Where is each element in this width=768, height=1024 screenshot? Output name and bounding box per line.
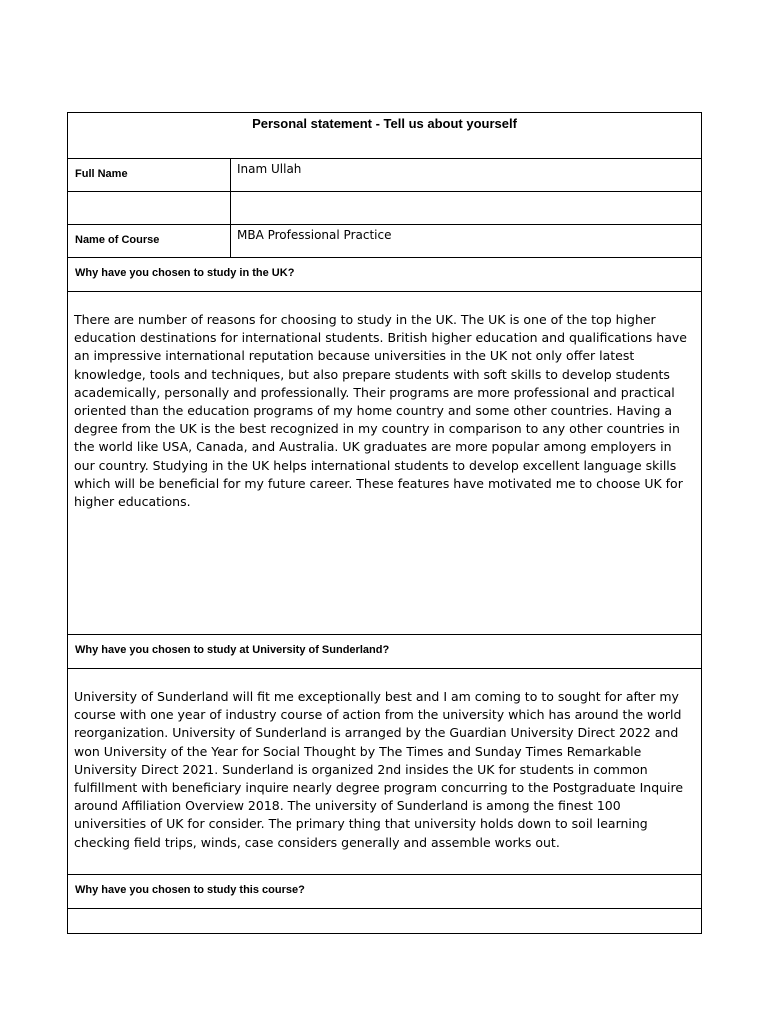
course-label: Name of Course <box>68 225 231 257</box>
question-course: Why have you chosen to study this course? <box>68 875 701 909</box>
blank-row <box>68 192 701 225</box>
full-name-field[interactable]: Inam Ullah <box>237 162 302 176</box>
form-title-row <box>68 113 701 159</box>
question-sunderland: Why have you chosen to study at University of Sunderland? <box>68 635 701 669</box>
full-name-label: Full Name <box>68 159 231 191</box>
answer-sunderland-text: University of Sunderland will fit me exceptionally best and I am coming to to sought for after my course with one year of industry course of action from the university which has around the world reorganization. University of Sunderland is arranged by the Guardian University Direct 2022 and won University of the Year for Social Thought by The Times and Sunday Times Remarkable University Direct 2021. Sunderland is organized 2nd insides the UK for students in common fulfillment with beneficiary inquire nearly degree program concurring to the Postgraduate Inquire around Affiliation Overview 2018. The university of Sunderland is among the finest 100 universities of UK for consider. The primary thing that university holds down to soil learning checking field trips, winds, case considers generally and assemble works out. <box>74 689 684 850</box>
answer-uk-field[interactable] <box>68 292 701 635</box>
personal-statement-form <box>67 112 702 934</box>
blank-label-cell <box>68 192 231 224</box>
question-uk: Why have you chosen to study in the UK? <box>68 258 701 292</box>
answer-sunderland-field[interactable] <box>68 669 701 875</box>
course-row <box>68 225 701 258</box>
course-field[interactable]: MBA Professional Practice <box>237 228 392 242</box>
answer-course-field[interactable] <box>68 909 701 933</box>
answer-uk-text: There are number of reasons for choosing to study in the UK. The UK is one of the top higher education destinations for international students. British higher education and qualifications have an impressive international reputation because universities in the UK not only offer latest knowledge, tools and techniques, but also prepare students with soft skills to develop students academically, personally and professionally. Their programs are more professional and practical oriented than the education programs of my home country and some other countries. Having a degree from the UK is the best recognized in my country in comparison to any other countries in the world like USA, Canada, and Australia. UK graduates are more popular among employers in our country. Studying in the UK helps international students to develop excellent language skills which will be beneficial for my future career. These features have motivated me to choose UK for higher educations. <box>74 312 687 510</box>
full-name-row <box>68 159 701 192</box>
blank-value-field[interactable] <box>231 192 701 224</box>
form-title: Personal statement - Tell us about yourself <box>252 116 517 131</box>
